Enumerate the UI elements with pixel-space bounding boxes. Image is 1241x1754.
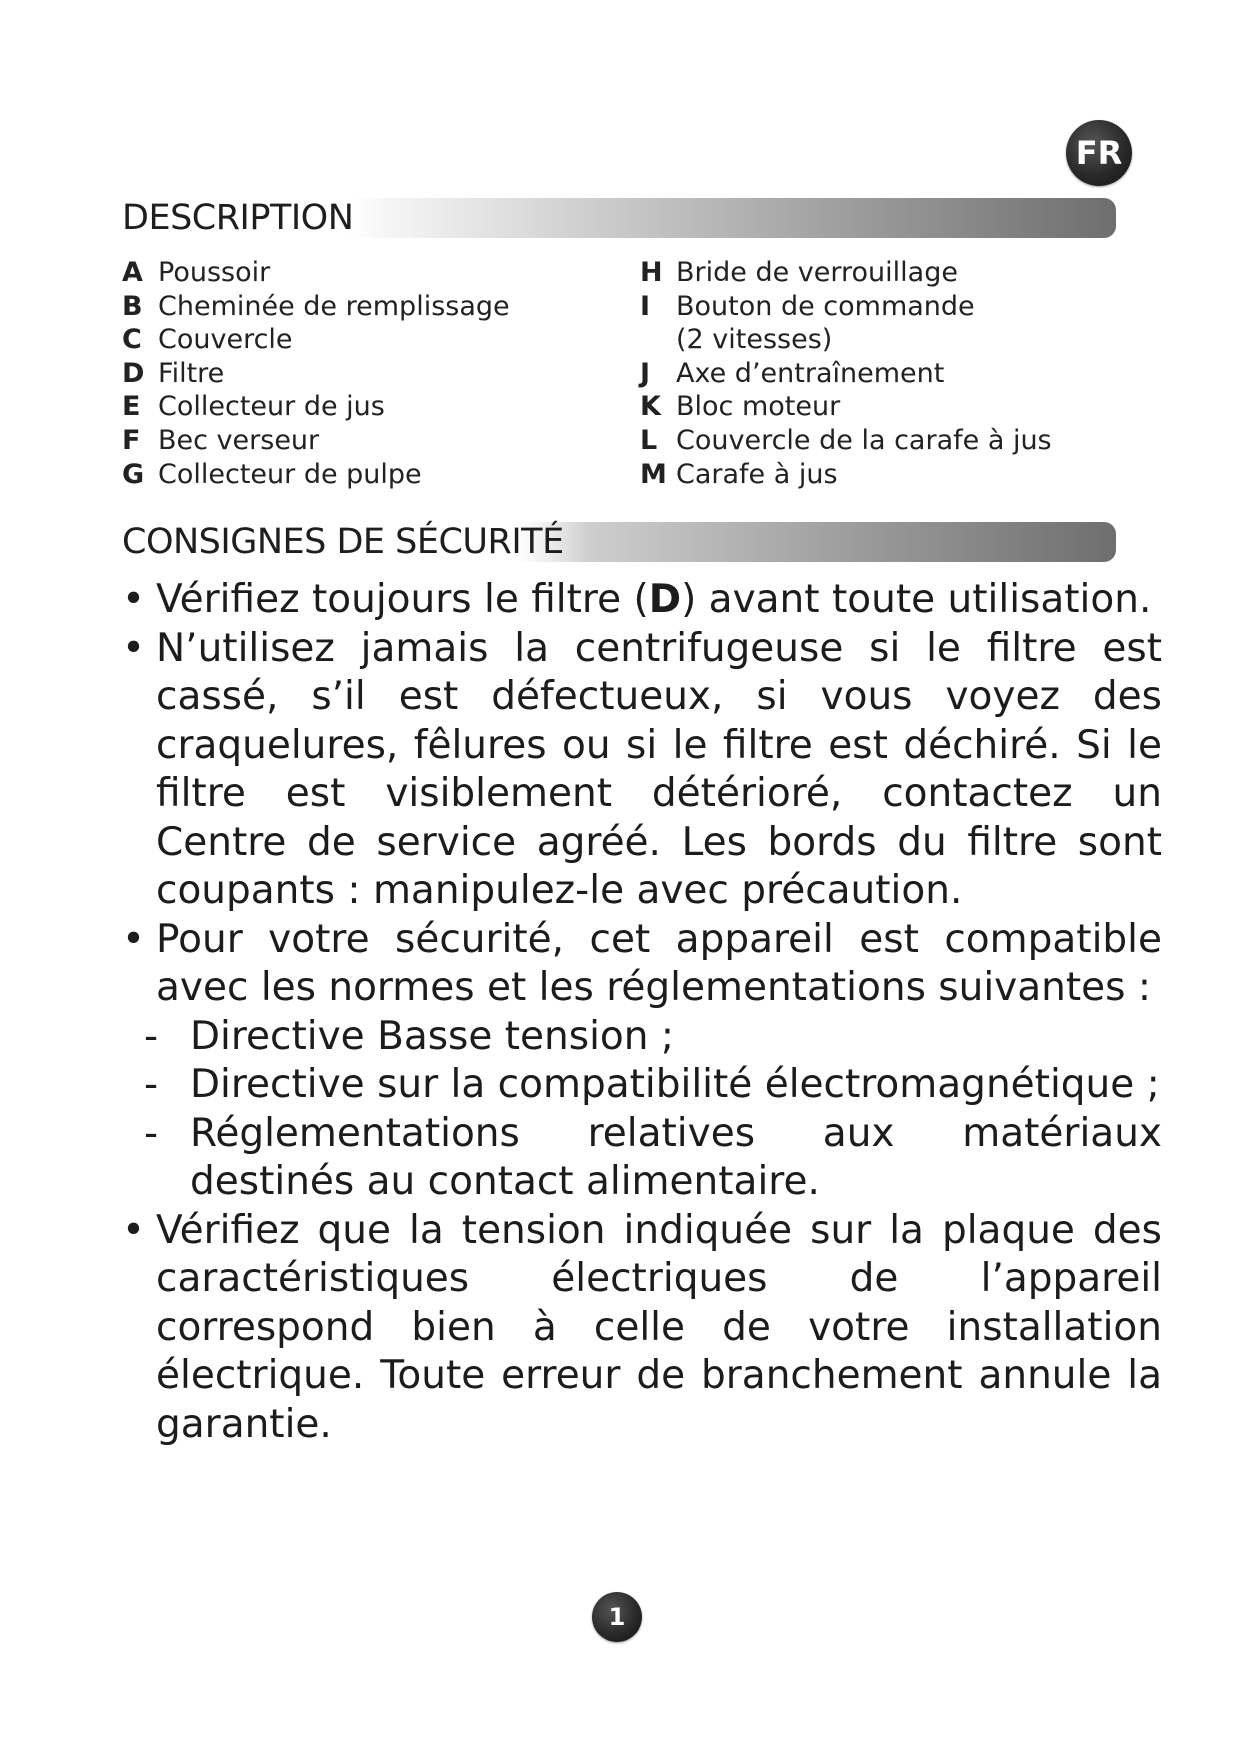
description-header bbox=[122, 197, 1116, 239]
item-label: Collecteur de jus bbox=[158, 391, 385, 423]
description-item-m bbox=[640, 458, 1180, 492]
safety-bullet-compliance bbox=[122, 916, 1162, 1013]
item-label: Couvercle de la carafe à jus bbox=[676, 424, 1052, 456]
item-letter: G bbox=[122, 458, 145, 490]
item-label: Poussoir bbox=[158, 257, 271, 288]
item-label: Couvercle bbox=[158, 324, 293, 356]
bullet-text: Pour votre sécurité, cet appareil est compatible avec les normes et les réglementations suivantes : bbox=[156, 916, 1162, 1010]
page-number: 1 bbox=[592, 1592, 642, 1642]
item-letter: J bbox=[640, 357, 651, 389]
item-label: Bec verseur bbox=[158, 424, 320, 456]
item-label: Carafe à jus bbox=[676, 458, 838, 490]
description-item-f bbox=[122, 424, 622, 458]
item-label: Axe d’entraînement bbox=[676, 357, 945, 389]
item-letter: M bbox=[640, 458, 667, 490]
compliance-text: Directive sur la compatibilité électromagnétique ; bbox=[190, 1062, 1160, 1107]
description-item-g bbox=[122, 458, 622, 492]
description-item-i bbox=[640, 290, 1180, 357]
bullet-symbol: • bbox=[122, 625, 146, 671]
bullet-symbol: • bbox=[122, 916, 146, 962]
item-letter: B bbox=[122, 290, 143, 322]
item-label: Filtre bbox=[158, 357, 225, 389]
safety-bullet-filter-check bbox=[122, 576, 1162, 625]
description-item-j bbox=[640, 357, 1180, 391]
description-list-right bbox=[640, 256, 1180, 491]
item-label: Bride de verrouillage bbox=[676, 257, 958, 288]
item-letter: D bbox=[122, 357, 145, 389]
description-item-d bbox=[122, 357, 622, 391]
description-item-a bbox=[122, 256, 622, 290]
description-title: DESCRIPTION bbox=[122, 197, 377, 239]
item-letter: L bbox=[640, 424, 658, 456]
bullet-text: Vérifiez que la tension indiquée sur la plaque des caractéristiques électriques de l’appareil correspond bien à celle de votre installation électrique. Toute erreur de branchement annule la garantie. bbox=[156, 1207, 1162, 1447]
description-item-l bbox=[640, 424, 1180, 458]
dash-symbol: - bbox=[144, 1110, 159, 1156]
item-label: Collecteur de pulpe bbox=[158, 458, 422, 490]
description-item-e bbox=[122, 390, 622, 424]
compliance-text: Réglementations relatives aux matériaux destinés au contact alimentaire. bbox=[190, 1110, 1162, 1204]
compliance-item-low-voltage bbox=[144, 1013, 1162, 1062]
item-letter: K bbox=[640, 391, 661, 423]
description-item-b bbox=[122, 290, 622, 324]
item-letter: I bbox=[640, 290, 651, 322]
bullet-text bbox=[156, 576, 1162, 625]
description-item-h bbox=[640, 256, 1180, 290]
item-label: Bloc moteur bbox=[676, 391, 841, 423]
safety-header bbox=[122, 521, 1116, 563]
bullet-symbol: • bbox=[122, 577, 146, 622]
safety-title: CONSIGNES DE SÉCURITÉ bbox=[122, 521, 588, 563]
item-label: Bouton de commande (2 vitesses) bbox=[676, 290, 975, 356]
item-letter: E bbox=[122, 391, 141, 423]
dash-symbol: - bbox=[144, 1013, 159, 1059]
item-letter: A bbox=[122, 257, 143, 288]
bullet-text: N’utilisez jamais la centrifugeuse si le filtre est cassé, s’il est défectueux, si vous voyez des craquelures, fêlures ou si le filtre est déchiré. Si le filtre est visiblement détérioré, contactez un Centre de service agréé. Les bords du filtre sont coupants : manipulez-le avec précaution. bbox=[156, 625, 1162, 913]
description-item-k bbox=[640, 390, 1180, 424]
item-letter: H bbox=[640, 257, 663, 288]
safety-instructions bbox=[122, 576, 1162, 1449]
safety-bullet-voltage bbox=[122, 1207, 1162, 1450]
description-list-left bbox=[122, 256, 622, 491]
compliance-item-food-contact bbox=[144, 1110, 1162, 1207]
bullet-text-bold: D bbox=[648, 577, 682, 622]
item-letter: C bbox=[122, 324, 142, 356]
item-label: Cheminée de remplissage bbox=[158, 290, 510, 322]
dash-symbol: - bbox=[144, 1062, 159, 1107]
language-badge: FR bbox=[1066, 120, 1132, 186]
description-item-c bbox=[122, 323, 622, 357]
compliance-text: Directive Basse tension ; bbox=[190, 1013, 675, 1059]
bullet-text-after: ) avant toute utilisation. bbox=[681, 577, 1152, 622]
safety-bullet-damaged-filter bbox=[122, 625, 1162, 916]
item-letter: F bbox=[122, 424, 141, 456]
compliance-item-emc bbox=[144, 1061, 1162, 1110]
bullet-text-before: Vérifiez toujours le filtre ( bbox=[156, 577, 649, 622]
bullet-symbol: • bbox=[122, 1207, 146, 1253]
